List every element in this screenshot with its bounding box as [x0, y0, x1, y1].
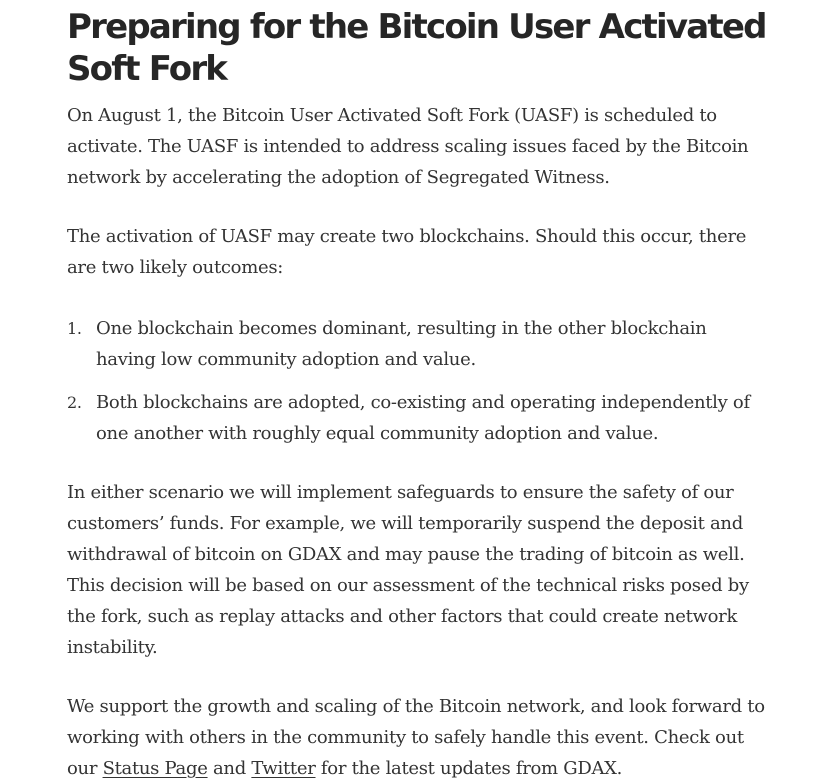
list-item-text: One blockchain becomes dominant, resulting in the other blockchain having low community adoption and value.	[96, 318, 707, 370]
closing-text-before: We support the growth and scaling of the Bitcoin network, and look forward to working with others in the community to safely handle this event. Check out our	[67, 696, 765, 779]
article	[67, 0, 767, 784]
outcomes-intro-paragraph: The activation of UASF may create two blockchains. Should this occur, there are two likely outcomes:	[67, 226, 747, 278]
safeguards-paragraph: In either scenario we will implement safeguards to ensure the safety of our customers’ funds. For example, we will temporarily suspend the deposit and withdrawal of bitcoin on GDAX and may pause the trading of bitcoin as well. This decision will be based on our assessment of the technical risks posed by the fork, such as replay attacks and other factors that could create network instability.	[67, 482, 749, 658]
twitter-link[interactable]: Twitter	[251, 758, 316, 779]
list-item	[67, 387, 767, 449]
closing-text-after: for the latest updates from GDAX.	[315, 758, 623, 779]
list-item-text: Both blockchains are adopted, co-existing and operating independently of one another with roughly equal community adoption and value.	[96, 392, 750, 444]
status-page-link[interactable]: Status Page	[102, 758, 208, 779]
outcomes-list	[67, 313, 767, 449]
article-title: Preparing for the Bitcoin User Activated Soft Fork	[67, 7, 766, 89]
list-item-number: 1.	[67, 319, 82, 338]
closing-paragraph	[67, 691, 767, 784]
list-item	[67, 313, 767, 375]
list-item-number: 2.	[67, 393, 82, 412]
closing-text-middle: and	[207, 758, 252, 779]
intro-paragraph: On August 1, the Bitcoin User Activated Soft Fork (UASF) is scheduled to activate. The UASF is intended to address scaling issues faced by the Bitcoin network by accelerating the adoption of Segregated Witness.	[67, 105, 749, 188]
